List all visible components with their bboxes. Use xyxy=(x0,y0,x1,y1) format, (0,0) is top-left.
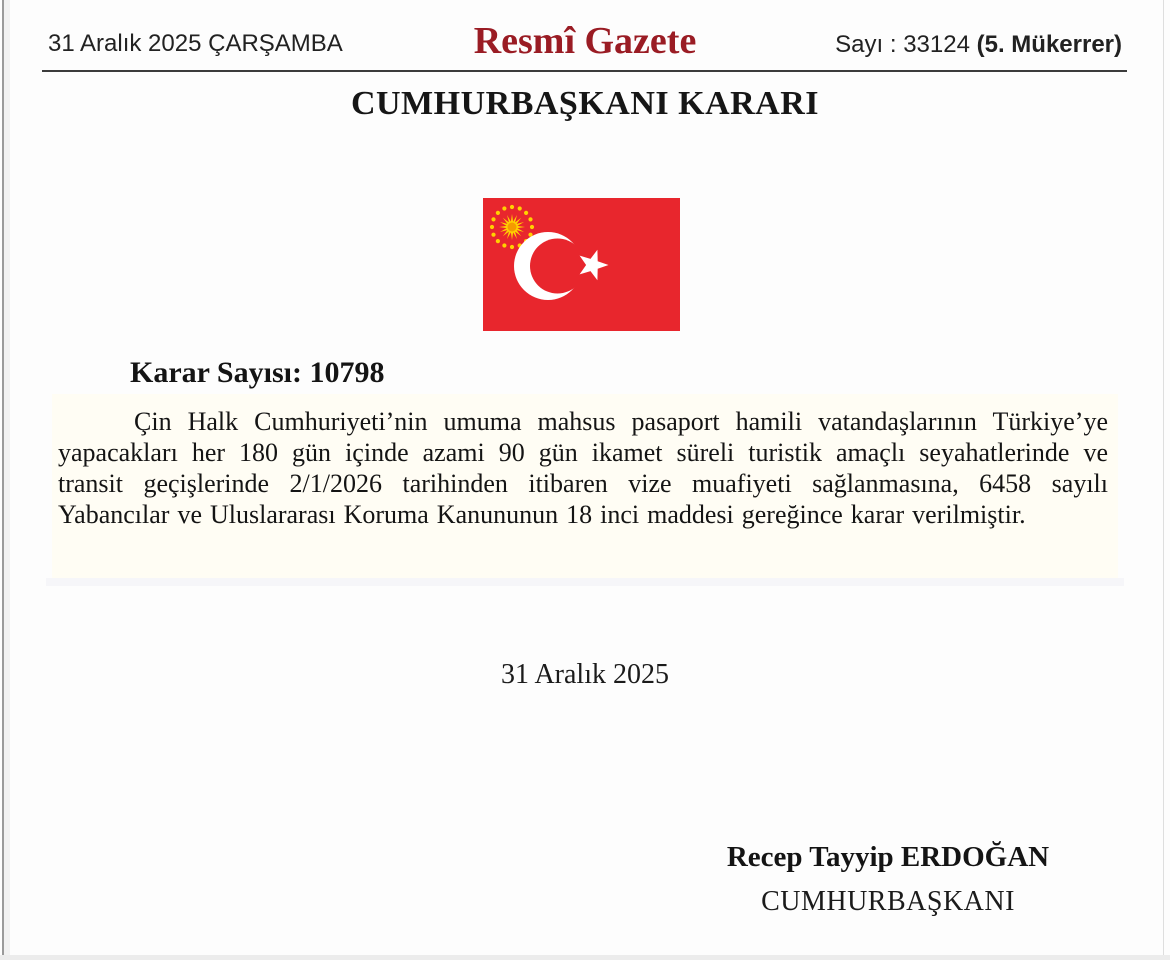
header-divider xyxy=(42,70,1127,72)
signature-block xyxy=(658,840,1118,918)
page-bottom-edge xyxy=(0,955,1170,960)
issue-suffix-text: (5. Mükerrer) xyxy=(976,31,1122,58)
scan-stripe-artifact xyxy=(46,578,1124,586)
turkish-presidential-flag xyxy=(483,198,680,331)
issue-number-text: Sayı : 33124 xyxy=(835,31,970,58)
decision-body xyxy=(58,406,1108,530)
gazette-title: Resmî Gazete xyxy=(473,20,697,62)
page-left-edge xyxy=(2,0,4,960)
gazette-date: 31 Aralık 2025 ÇARŞAMBA xyxy=(48,30,343,57)
page-right-edge xyxy=(1163,0,1164,960)
page-left-edge-shade xyxy=(4,0,10,960)
gazette-issue-number xyxy=(835,31,1122,59)
document-title: CUMHURBAŞKANI KARARI xyxy=(350,85,820,122)
body-line: Çin Halk Cumhuriyeti’nin umuma mahsus pasaport hamili vatandaşlarının Türkiye’ye xyxy=(134,407,1108,436)
signature-title: CUMHURBAŞKANI xyxy=(761,886,1015,917)
decision-number: Karar Sayısı: 10798 xyxy=(130,356,385,389)
signature-name: Recep Tayyip ERDOĞAN xyxy=(726,841,1050,873)
body-line: yapacakları her 180 gün içinde azami 90 gün ikamet süreli turistik amaçlı seyahatlerinde ve xyxy=(58,438,1108,467)
body-line: transit geçişlerinde 2/1/2026 tarihinden itibaren vize muafiyeti sağlanmasına, 6458 sayılı xyxy=(58,469,1108,498)
decision-date: 31 Aralık 2025 xyxy=(501,659,669,690)
body-line: Yabancılar ve Uluslararası Koruma Kanununun 18 inci maddesi gereğince karar verilmiştir. xyxy=(58,500,1026,529)
flag-graphic xyxy=(483,198,680,331)
